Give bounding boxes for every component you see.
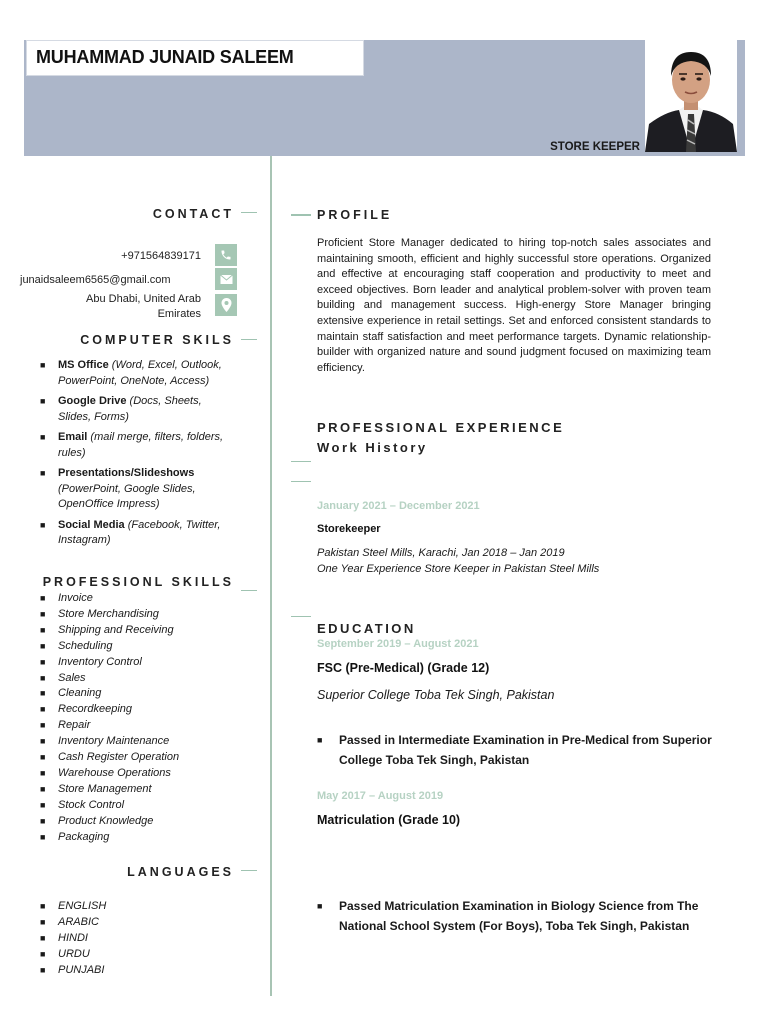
work-history-heading: Work History [317,440,428,455]
list-item: ■ Social Media (Facebook, Twitter, Instagram) [40,518,221,546]
list-item: ■ Stock Control [40,798,125,811]
experience-tick-1 [291,461,311,462]
contact-heading-tick [241,212,257,213]
education-bullet-1: ■ Passed in Intermediate Examination in Pre-Medical from Superior College Toba Tek Singh, Pakistan [317,733,712,767]
list-item: ■ Product Knowledge [40,814,154,827]
professional-skills-heading: PROFESSIONL SKILLS [42,575,234,589]
education-degree-1: FSC (Pre-Medical) (Grade 12) [317,661,490,675]
list-item: ■ HINDI [40,931,88,944]
list-item: ■ Inventory Maintenance [40,735,170,748]
list-item: ■ Recordkeeping [40,703,132,716]
list-item: ■ Repair [40,719,91,732]
languages-heading-tick [241,870,257,871]
list-item: ■ PUNJABI [40,963,105,976]
languages-list [36,899,236,979]
experience-role: Storekeeper [317,523,381,535]
job-title: STORE KEEPER [550,141,640,153]
experience-heading: PROFESSIONAL EXPERIENCE [317,420,565,435]
contact-address-line2: Emirates [157,308,201,320]
list-item: ■ Scheduling [40,639,113,652]
computer-skills-list [36,358,236,554]
contact-email[interactable]: junaidsaleem6565@gmail.com [20,274,171,286]
phone-icon [215,244,237,266]
professional-skills-heading-tick [241,590,257,591]
list-item: ■ Cash Register Operation [40,751,180,764]
experience-description: One Year Experience Store Keeper in Pakistan Steel Mills [317,563,600,575]
contact-heading: CONTACT [152,207,234,221]
education-degree-2: Matriculation (Grade 10) [317,813,461,827]
mail-icon [215,268,237,290]
list-item: ■ Cleaning [40,687,102,700]
list-item: ■ URDU [40,947,90,960]
list-item: ■ Warehouse Operations [40,766,171,779]
education-date-1: September 2019 – August 2021 [317,638,479,650]
list-item: ■ Invoice [40,592,93,604]
profile-heading: PROFILE [317,208,393,222]
list-item: ■ Google Drive (Docs, Sheets, Slides, Forms) [40,395,202,423]
list-item: ■ ARABIC [40,915,99,928]
list-item: ■ Store Management [40,782,152,795]
experience-company: Pakistan Steel Mills, Karachi, Jan 2018 – Jan 2019 [317,547,565,559]
list-item: ■ ENGLISH [40,900,107,912]
education-date-2: May 2017 – August 2019 [317,790,444,802]
list-item: ■ Packaging [40,830,110,843]
experience-date: January 2021 – December 2021 [317,500,480,512]
list-item: ■ Sales [40,671,86,684]
list-item: ■ MS Office (Word, Excel, Outlook, PowerPoint, OneNote, Access) [40,359,222,387]
computer-skills-heading-tick [241,339,257,340]
education-bullet-2: ■ Passed Matriculation Examination in Biology Science from The National School System (For Boys), Toba Tek Singh, Pakistan [317,899,699,933]
experience-tick-2 [291,481,311,482]
education-heading-tick [291,616,311,617]
languages-heading: LANGUAGES [127,865,234,879]
education-school-1: Superior College Toba Tek Singh, Pakistan [317,688,555,702]
column-divider [270,156,272,996]
list-item: ■ Store Merchandising [40,607,159,620]
profile-photo [645,40,737,152]
list-item: ■ Email (mail merge, filters, folders, rules) [40,431,224,459]
contact-phone[interactable]: +971564839171 [121,250,201,262]
list-item: ■ Inventory Control [40,655,142,668]
education-heading: EDUCATION [317,621,416,636]
profile-text: Proficient Store Manager dedicated to hiring top-notch sales associates and maintaining smooth, efficient and highly successful store operations. Organized and effective at encouraging staff cooperation and productivity to meet and exceed objectives. Born leader and analytical problem-solver with proven team building and management success. High-energy Store Manager bringing extensive experience in retail settings. Set and enforced consistent standards to maintain staff satisfaction and meet performance targets. Dynamic relationship-builder with organized nature and sound judgment focused on maximizing team efficiency. [317,237,711,374]
candidate-name: MUHAMMAD JUNAID SALEEM [26,40,364,76]
location-icon [215,294,237,316]
list-item: ■ Presentations/Slideshows (PowerPoint, Google Slides, OpenOffice Impress) [40,467,196,510]
computer-skills-heading: COMPUTER SKILS [80,333,234,347]
professional-skills-list [36,591,236,846]
contact-address-line1: Abu Dhabi, United Arab [86,293,201,305]
list-item: ■ Shipping and Receiving [40,623,174,636]
profile-heading-tick [291,214,311,216]
